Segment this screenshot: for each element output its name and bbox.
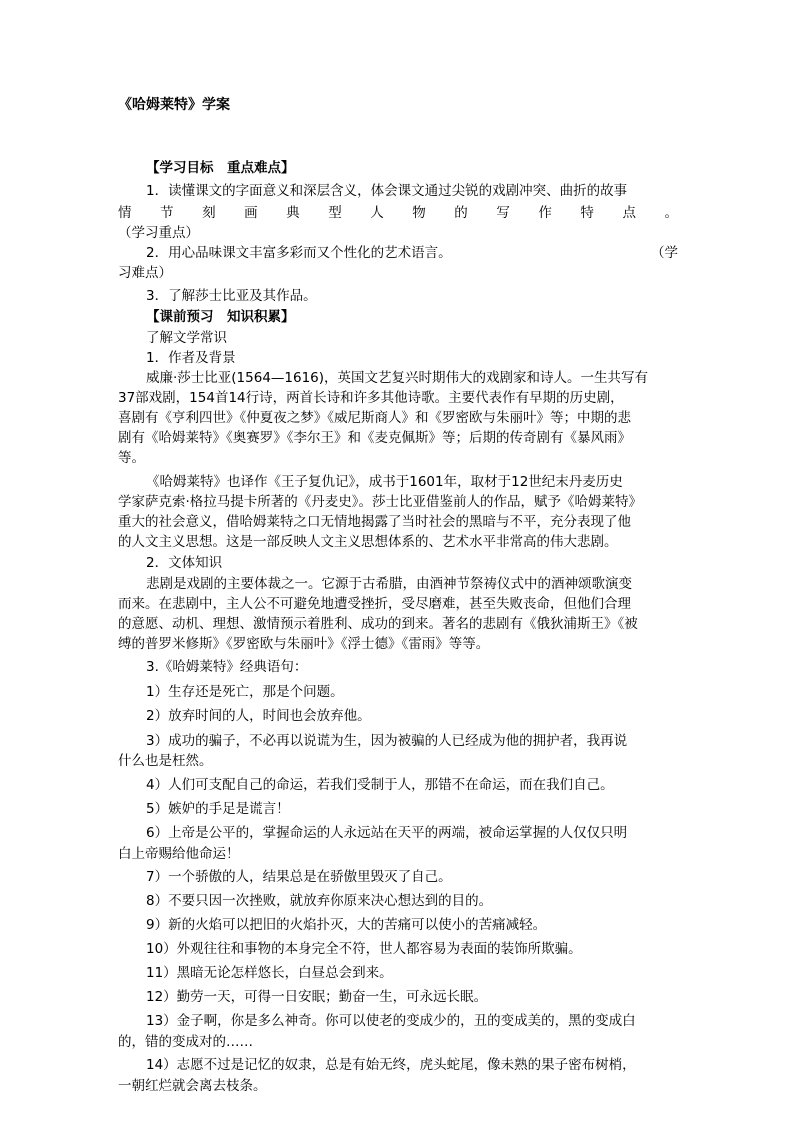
- author-p1-line-5: 等。: [118, 450, 145, 466]
- quote-12: 12）勤劳一天，可得一日安眠；勤奋一生，可永远长眠。: [146, 989, 488, 1005]
- quote-4: 4）人们可支配自己的命运，若我们受制于人，那错不在命运，而在我们自己。: [146, 777, 614, 793]
- goal-3: 3．了解莎士比亚及其作品。: [146, 288, 317, 304]
- quote-3-line-2: 什么也是枉然。: [118, 753, 213, 769]
- author-p2-line-3: 重大的社会意义，借哈姆莱特之口无情地揭露了当时社会的黑暗与不平，充分表现了他: [118, 514, 631, 530]
- quote-2: 2）放弃时间的人，时间也会放弃他。: [146, 708, 371, 724]
- author-p1-line-3: 喜剧有《亨利四世》《仲夏夜之梦》《威尼斯商人》和《罗密欧与朱丽叶》等；中期的悲: [118, 410, 631, 426]
- quote-5: 5）嫉妒的手足是谎言！: [146, 801, 290, 817]
- quote-6-line-2: 白上帝赐给他命运！: [118, 846, 240, 862]
- author-heading: 1．作者及背景: [146, 350, 236, 366]
- author-p2-line-2: 学家萨克索·格拉马提卡所著的《丹麦史》。莎士比亚借鉴前人的作品，赋予《哈姆莱特》: [118, 494, 643, 510]
- quote-8: 8）不要只因一次挫败，就放弃你原来决心想达到的目的。: [146, 893, 493, 909]
- author-p2-line-4: 的人文主义思想。这是一部反映人文主义思想体系的、艺术水平非常高的伟大悲剧。: [118, 534, 618, 550]
- preview-heading: 【课前预习 知识积累】: [146, 309, 295, 325]
- quote-10: 10）外观往往和事物的本身完全不符，世人都容易为表面的装饰所欺骗。: [146, 941, 582, 957]
- quote-11: 11）黑暗无论怎样悠长，白昼总会到来。: [146, 965, 393, 981]
- goal-1-line-2: 情 节 刻 画 典 型 人 物 的 写 作 特 点 。: [118, 205, 678, 221]
- goals-heading: 【学习目标 重点难点】: [146, 160, 295, 176]
- quote-9: 9）新的火焰可以把旧的火焰扑灭，大的苦痛可以使小的苦痛减轻。: [146, 917, 547, 933]
- quote-1: 1）生存还是死亡，那是个问题。: [146, 684, 344, 700]
- goal-2-line-1: 2．用心品味课文丰富多彩而又个性化的艺术语言。: [146, 245, 452, 261]
- genre-line-3: 的意愿、动机、理想、激情预示着胜利、成功的到来。著名的悲剧有《俄狄浦斯王》《被: [118, 616, 638, 632]
- goal-2-line-2: 习难点）: [118, 265, 172, 281]
- goal-1-line-3: （学习重点）: [118, 225, 199, 241]
- quote-7: 7）一个骄傲的人，结果总是在骄傲里毁灭了自己。: [146, 869, 452, 885]
- author-p1-line-4: 剧有《哈姆莱特》《奥赛罗》《李尔王》和《麦克佩斯》等；后期的传奇剧有《暴风雨》: [118, 430, 631, 446]
- author-p1-line-1: 威廉·莎士比亚(1564—1616)，英国文艺复兴时期伟大的戏剧家和诗人。一生共写有: [146, 370, 649, 386]
- quote-6-line-1: 6）上帝是公平的，掌握命运的人永远站在天平的两端，被命运掌握的人仅仅只明: [146, 825, 628, 841]
- author-p2-line-1: 《哈姆莱特》也译作《王子复仇记》，成书于1601年，取材于12世纪末丹麦历史: [146, 474, 623, 490]
- quote-14-line-2: 一朝红烂就会离去枝条。: [118, 1078, 267, 1094]
- genre-line-1: 悲剧是戏剧的主要体裁之一。它源于古希腊，由酒神节祭祷仪式中的酒神颂歌演变: [146, 576, 632, 592]
- genre-line-2: 而来。在悲剧中，主人公不可避免地遭受挫折，受尽磨难，甚至失败丧命，但他们合理: [118, 596, 631, 612]
- goal-2-tail: （学: [651, 245, 678, 261]
- goal-1-line-1: 1．读懂课文的字面意义和深层含义，体会课文通过尖锐的戏剧冲突、曲折的故事: [146, 183, 628, 199]
- quote-13-line-1: 13）金子啊，你是多么神奇。你可以使老的变成少的，丑的变成美的，黑的变成白: [146, 1013, 636, 1029]
- document-title: 《哈姆莱特》学案: [118, 97, 230, 113]
- quotes-heading: 3.《哈姆莱特》经典语句：: [146, 659, 308, 675]
- quote-13-line-2: 的，错的变成对的……: [118, 1034, 253, 1050]
- genre-heading: 2．文体知识: [146, 555, 223, 571]
- quote-14-line-1: 14）志愿不过是记忆的奴隶，总是有始无终，虎头蛇尾，像未熟的果子密布树梢，: [146, 1057, 636, 1073]
- author-p1-line-2: 37部戏剧，154首14行诗，两首长诗和许多其他诗歌。主要代表作有早期的历史剧，: [118, 390, 624, 406]
- genre-line-4: 缚的普罗米修斯》《罗密欧与朱丽叶》《浮士德》《雷雨》等等。: [118, 636, 490, 652]
- literature-heading: 了解文学常识: [146, 330, 227, 346]
- quote-3-line-1: 3）成功的骗子，不必再以说谎为生，因为被骗的人已经成为他的拥护者，我再说: [146, 733, 628, 749]
